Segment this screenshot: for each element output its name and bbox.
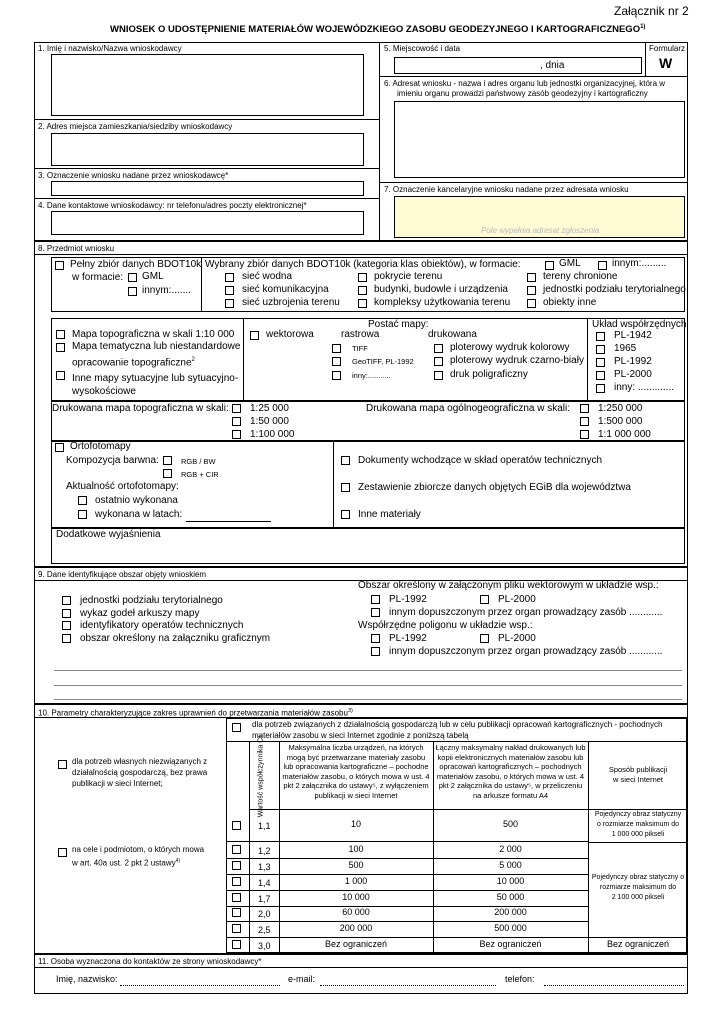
cat-landuse-checkbox[interactable]: [358, 299, 367, 308]
row-cl-2-0: 2,0: [258, 909, 271, 919]
sec6-label-2: imieniu organu prowadzi państwowy zasób geodezyjny i kartograficzny: [397, 89, 648, 98]
formularz-label: Formularz: [649, 44, 686, 53]
art40-label-2: [72, 857, 180, 868]
cat-admin-label: jednostki podziału terytorialnego: [543, 284, 686, 295]
row-cl-1-2-checkbox[interactable]: [232, 845, 241, 854]
scale-500k-label: 1:500 000: [598, 416, 643, 427]
summary-checkbox[interactable]: [341, 483, 350, 492]
scale-1m-label: 1:1 000 000: [598, 429, 651, 440]
contact-name-label: Imię, nazwisko:: [56, 974, 118, 984]
printed-topo-label: Drukowana mapa topograficzna w skali:: [52, 403, 229, 414]
row-cl-2-5-checkbox[interactable]: [232, 924, 241, 933]
cat-buildings-checkbox[interactable]: [358, 286, 367, 295]
p-2000-label: PL-2000: [498, 633, 536, 644]
annex-label: Załącznik nr 2: [614, 4, 689, 18]
col-prints-line-5: pkt 2 załącznika do ustawy⁵, w przeliczeniu: [438, 781, 583, 790]
area-graphic-checkbox[interactable]: [62, 634, 71, 643]
ortho-rgb-label: RGB / BW: [181, 457, 216, 466]
cat-other-checkbox[interactable]: [527, 299, 536, 308]
v-1992-label: PL-1992: [389, 594, 427, 605]
pub-option-2-line-3: 2 100 000 pikseli: [611, 894, 665, 901]
v-other-label: innym dopuszczonym przez organ prowadzący zasób ............: [389, 607, 663, 618]
ortho-latest-label: ostatnio wykonana: [95, 495, 178, 506]
row-devices-3-0: Bez ograniczeń: [324, 939, 388, 949]
cat-landuse-label: kompleksy użytkowania terenu: [374, 297, 511, 308]
row-cl-1-4: 1,4: [258, 878, 271, 888]
cat-admin-checkbox[interactable]: [527, 286, 536, 295]
tiff-checkbox[interactable]: [332, 344, 341, 353]
other-materials-checkbox[interactable]: [341, 510, 350, 519]
cat-water-checkbox[interactable]: [225, 273, 234, 282]
ortho-current-label: Aktualność ortofotomapy:: [66, 481, 179, 492]
chancery-placeholder: Pole wypełnia adresat zgłoszenia: [481, 226, 600, 235]
col-prints-line-4: materiałów zasobu, o których mowa w ust. 4: [436, 771, 585, 781]
sec5-label: 5. Miejscowość i data: [384, 44, 461, 53]
full-set-checkbox[interactable]: [55, 261, 64, 270]
thematic-map-label-1: Mapa tematyczna lub niestandardowe: [72, 341, 241, 352]
own-use-checkbox[interactable]: [58, 760, 67, 769]
row-cl-1-1: 1,1: [258, 821, 271, 831]
row-cl-1-2: 1,2: [258, 846, 271, 856]
other-maps-label-2: wysokościowe: [72, 386, 136, 397]
pub-option-3: Bez ograniczeń: [606, 939, 670, 949]
place-date-field[interactable]: [394, 57, 642, 74]
formularz-code: W: [659, 55, 673, 71]
cat-other-label: obiekty inne: [543, 297, 597, 308]
topo-map-checkbox[interactable]: [56, 330, 65, 339]
pub-option-1-line-2: o rozmiarze maksimum do: [596, 821, 680, 828]
ortho-composition-label: Kompozycja barwna:: [66, 455, 159, 466]
bw-print-label: ploterowy wydruk czarno-biały: [450, 355, 584, 366]
other-maps-checkbox[interactable]: [56, 371, 65, 380]
cat-water-label: sieć wodna: [242, 271, 293, 282]
other-maps-label-1: Inne mapy sytuacyjne lub sytuacyjno-: [72, 373, 239, 384]
pub-option-1: [589, 810, 687, 840]
printed-geo-label: Drukowana mapa ogólnogeograficzna w skali:: [366, 403, 571, 414]
col-pub-line-2: w sieci Internet: [612, 774, 664, 784]
pub-option-1-line-3: 1 000 000 pikseli: [611, 831, 665, 838]
area-operats-label: identyfikatory operatów technicznych: [80, 620, 244, 631]
poly-print-checkbox[interactable]: [434, 371, 443, 380]
uklad-1992-label: PL-1992: [614, 356, 652, 367]
col-devices-line-3: lub opracowania kartograficzne – pochodne: [283, 762, 429, 771]
row-prints-1-4: 10 000: [496, 876, 525, 886]
uklad-1942-checkbox[interactable]: [596, 332, 605, 341]
sel-other-label: innym:.........: [612, 258, 667, 269]
uklad-1942-label: PL-1942: [614, 330, 652, 341]
sel-gml-label: GML: [559, 258, 581, 269]
row-prints-3-0: Bez ograniczeń: [479, 939, 542, 949]
area-line-1[interactable]: [54, 670, 682, 671]
scale-1m-checkbox[interactable]: [580, 430, 589, 439]
p-2000-checkbox[interactable]: [480, 634, 489, 643]
ortho-title: Ortofotomapy: [70, 441, 131, 452]
scale-50k-checkbox[interactable]: [232, 417, 241, 426]
row-cl-1-1-checkbox[interactable]: [232, 821, 241, 830]
thematic-map-label-2-text: opracowanie topograficzne: [72, 357, 192, 369]
contact-field[interactable]: [51, 211, 364, 235]
ortho-latest-checkbox[interactable]: [78, 496, 87, 505]
uklad-1992-checkbox[interactable]: [596, 358, 605, 367]
ortho-years-label: wykonana w latach:: [95, 509, 183, 520]
sec8-label: 8. Przedmiot wniosku: [38, 244, 115, 253]
postac-title: Postać mapy:: [368, 319, 429, 330]
area-graphic-label: obszar określony na załączniku graficznym: [80, 633, 271, 644]
contact-email-input[interactable]: [320, 985, 496, 986]
sec2-label: 2. Adres miejsca zamieszkania/siedziby wnioskodawcy: [38, 122, 233, 131]
row-cl-1-7-checkbox[interactable]: [232, 893, 241, 902]
p-1992-label: PL-1992: [389, 633, 427, 644]
tiff-label: TIFF: [352, 344, 368, 353]
commercial-checkbox[interactable]: [232, 723, 241, 732]
row-devices-1-1: 10: [350, 819, 361, 829]
ortho-cir-checkbox[interactable]: [163, 469, 172, 478]
printed-label: drukowana: [428, 329, 477, 340]
cat-protected-checkbox[interactable]: [527, 273, 536, 282]
addressee-field[interactable]: [394, 101, 685, 178]
own-use-label-1: dla potrzeb własnych niezwiązanych z: [72, 757, 208, 766]
col-cl-header: Wartość współczynnika CL: [257, 733, 265, 818]
uklad-1965-label: 1965: [614, 343, 637, 354]
v-1992-checkbox[interactable]: [371, 595, 380, 604]
ortho-years-checkbox[interactable]: [78, 510, 87, 519]
cat-buildings-label: budynki, budowle i urządzenia: [374, 284, 508, 295]
date-suffix: , dnia: [540, 60, 565, 71]
ortho-years-line[interactable]: [186, 521, 271, 522]
vector-checkbox[interactable]: [250, 331, 259, 340]
geotiff-checkbox[interactable]: [332, 357, 341, 366]
v-other-checkbox[interactable]: [371, 608, 380, 617]
row-prints-1-3: 5 000: [499, 860, 522, 870]
col-devices-line-4: materiałów zasobu, o których mowa w ust. 4: [282, 771, 430, 781]
row-cl-3-0: 3,0: [258, 941, 271, 951]
contact-phone-label: telefon:: [505, 974, 535, 984]
sec6-label-1: 6. Adresat wniosku - nazwa i adres organu lub jednostki organizacyjnej, która w: [384, 79, 666, 88]
contact-phone-input[interactable]: [544, 985, 684, 986]
thematic-map-checkbox[interactable]: [56, 343, 65, 352]
summary-label: Zestawienie zbiorcze danych objętych EGiB dla województwa: [358, 482, 631, 493]
docs-label: Dokumenty wchodzące w skład operatów technicznych: [358, 455, 603, 466]
title-footnote: 1): [640, 24, 646, 30]
thematic-map-label-2: [72, 354, 195, 369]
color-print-checkbox[interactable]: [434, 344, 443, 353]
uklad-2000-checkbox[interactable]: [596, 371, 605, 380]
row-cl-2-0-checkbox[interactable]: [232, 908, 241, 917]
other-materials-label: Inne materiały: [358, 509, 421, 520]
area-sheets-checkbox[interactable]: [62, 609, 71, 618]
p-1992-checkbox[interactable]: [371, 634, 380, 643]
uklad-other-label: inny: .............: [614, 382, 675, 393]
sec4-label: 4. Dane kontaktowe wnioskodawcy: nr telefonu/adres poczty elektronicznej*: [38, 201, 307, 210]
scale-50k-label: 1:50 000: [250, 416, 289, 427]
row-devices-1-4: 1 000: [344, 876, 368, 886]
col-prints-line-1: Łączny maksymalny nakład drukowanych lub: [435, 743, 586, 752]
cat-landcover-label: pokrycie terenu: [374, 271, 443, 282]
full-other-checkbox[interactable]: [128, 287, 137, 296]
col-devices-header: [280, 743, 432, 800]
own-use-label-2: działalnością gospodarczą, bez prawa: [72, 768, 208, 777]
topo-map-label: Mapa topograficzna w skali 1:10 000: [72, 329, 235, 340]
cat-landcover-checkbox[interactable]: [358, 273, 367, 282]
own-use-label-3: publikacji w sieci Internet;: [72, 779, 163, 788]
col-devices-line-5: pkt 2 załącznika do ustawy⁵, z wyłączeniem: [283, 781, 429, 790]
scale-500k-checkbox[interactable]: [580, 417, 589, 426]
poly-print-label: druk poligraficzny: [450, 369, 528, 380]
sec3-label: 3. Oznaczenie wniosku nadane przez wnioskodawcę*: [38, 171, 229, 180]
cat-transport-label: sieć komunikacyjna: [242, 284, 329, 295]
row-prints-1-1: 500: [502, 819, 519, 829]
area-admin-checkbox[interactable]: [62, 596, 71, 605]
row-cl-1-3-checkbox[interactable]: [232, 861, 241, 870]
row-cl-1-7: 1,7: [258, 894, 271, 904]
v-2000-label: PL-2000: [498, 594, 536, 605]
row-prints-1-2: 2 000: [499, 844, 522, 854]
ortho-checkbox[interactable]: [55, 443, 64, 452]
sec1-label: 1. Imię i nazwisko/Nazwa wnioskodawcy: [38, 44, 182, 53]
area-line-3[interactable]: [54, 699, 682, 700]
art40-label-2-text: w art. 40a ust. 2 pkt 2 ustawy: [72, 858, 176, 868]
docs-checkbox[interactable]: [341, 456, 350, 465]
commercial-label-1: dla potrzeb związanych z działalnością gospodarczą lub w celu publikacji opracowań kartograficznych - pochodnych: [252, 720, 663, 729]
row-prints-2-0: 200 000: [494, 907, 527, 917]
area-line-2[interactable]: [54, 685, 682, 686]
cat-utilities-label: sieć uzbrojenia terenu: [242, 297, 340, 308]
sec10-label-text: 10. Parametry charakteryzujące zakres uprawnień do przetwarzania materiałów zasobu: [38, 708, 348, 718]
raster-other-label: inny:...........: [352, 371, 391, 380]
full-gml-checkbox[interactable]: [128, 273, 137, 282]
row-prints-1-7: 50 000: [496, 892, 525, 902]
ortho-cir-label: RGB + CIR: [181, 470, 219, 479]
p-other-label: innym dopuszczonym przez organ prowadzący zasób ............: [389, 646, 663, 657]
sec7-label: 7. Oznaczenie kancelaryjne wniosku nadane przez adresata wniosku: [384, 185, 629, 194]
applicant-address-field[interactable]: [51, 133, 364, 166]
row-cl-1-4-checkbox[interactable]: [232, 877, 241, 886]
area-sheets-label: wykaz godeł arkuszy mapy: [80, 608, 200, 619]
cat-utilities-checkbox[interactable]: [225, 299, 234, 308]
sec11-label: 11. Osoba wyznaczona do kontaktów ze strony wnioskodawcy*: [38, 957, 262, 966]
full-other-label: innym:.......: [142, 285, 191, 296]
form-title-text: WNIOSEK O UDOSTĘPNIENIE MATERIAŁÓW WOJEWÓDZKIEGO ZASOBU GEODEZYJNEGO I KARTOGRAFICZNEGO: [110, 24, 641, 36]
sec9-label: 9. Dane identyfikujące obszar objęty wnioskiem: [38, 570, 207, 579]
uklad-title: Układ współrzędnych: [592, 319, 687, 330]
vector-area-label: Obszar określony w załączonym pliku wektorowym w układzie wsp.:: [358, 580, 659, 591]
row-cl-1-3: 1,3: [258, 862, 271, 872]
extra-info-label: Dodatkowe wyjaśnienia: [56, 529, 161, 540]
full-gml-label: GML: [142, 271, 164, 282]
row-devices-1-7: 10 000: [342, 892, 370, 902]
applicant-ref-field[interactable]: [51, 181, 364, 196]
selected-set-label: Wybrany zbiór danych BDOT10k (kategoria klas obiektów), w formacie:: [205, 259, 521, 270]
full-set-format-label: w formacie:: [72, 272, 124, 283]
col-prints-line-3: opracowań kartograficznych – pochodnych: [439, 762, 582, 771]
p-other-checkbox[interactable]: [371, 647, 380, 656]
ortho-rgb-checkbox[interactable]: [163, 456, 172, 465]
art40-checkbox[interactable]: [58, 848, 67, 857]
row-devices-1-2: 100: [348, 844, 364, 854]
row-devices-1-3: 500: [348, 860, 364, 870]
row-cl-3-0-checkbox[interactable]: [232, 940, 241, 949]
row-devices-2-5: 200 000: [339, 923, 373, 933]
scale-25k-label: 1:25 000: [250, 403, 289, 414]
v-2000-checkbox[interactable]: [480, 595, 489, 604]
scale-100k-checkbox[interactable]: [232, 430, 241, 439]
full-set-label: Pełny zbiór danych BDOT10k: [70, 259, 202, 270]
uklad-2000-label: PL-2000: [614, 369, 652, 380]
geotiff-label: GeoTIFF, PL-1992: [352, 357, 414, 366]
col-prints-line-6: na arkusze formatu A4: [472, 790, 549, 800]
contact-name-input[interactable]: [120, 985, 280, 986]
pub-option-2: [589, 873, 687, 903]
uklad-other-checkbox[interactable]: [596, 384, 605, 393]
row-devices-2-0: 60 000: [342, 907, 370, 917]
art40-label-1: na cele i podmiotom, o których mowa: [72, 845, 205, 854]
commercial-label-2: materiałów zasobu w sieci Internet zgodnie z poniższą tabelą: [252, 731, 469, 740]
contact-email-label: e-mail:: [288, 974, 316, 984]
polygon-label: Współrzędne poligonu w układzie wsp.:: [358, 620, 533, 631]
cat-protected-label: tereny chronione: [543, 271, 618, 282]
row-prints-2-5: 500 000: [494, 923, 527, 933]
pub-option-2-line-1: Pojedynczy obraz statyczny o: [591, 874, 685, 881]
uklad-1965-checkbox[interactable]: [596, 345, 605, 354]
sel-gml-checkbox[interactable]: [545, 261, 554, 270]
applicant-name-field[interactable]: [51, 54, 364, 116]
scale-250k-label: 1:250 000: [598, 403, 643, 414]
col-devices-line-2: mogą być przetwarzane materiały zasobu: [286, 752, 426, 762]
col-devices-line-1: Maksymalna liczba urządzeń, na których: [288, 743, 424, 752]
art40-sup: 4): [175, 858, 181, 864]
thematic-sup: 2: [191, 357, 195, 363]
area-admin-label: jednostki podziału terytorialnego: [80, 595, 223, 606]
bw-print-checkbox[interactable]: [434, 357, 443, 366]
col-prints-line-2: kopii elektronicznych materiałów zasobu lub: [437, 752, 584, 762]
scale-100k-label: 1:100 000: [250, 429, 295, 440]
cat-transport-checkbox[interactable]: [225, 286, 234, 295]
sel-other-checkbox[interactable]: [598, 261, 607, 270]
pub-option-2-line-2: rozmiarze maksimum do: [599, 884, 677, 891]
raster-label: rastrowa: [341, 329, 380, 340]
pub-option-1-line-1: Pojedynczy obraz statyczny: [594, 811, 682, 818]
form-title: [110, 24, 645, 35]
row-cl-2-5: 2,5: [258, 925, 271, 935]
raster-other-checkbox[interactable]: [332, 371, 341, 380]
color-print-label: ploterowy wydruk kolorowy: [450, 342, 570, 353]
sec10-sup: 3): [347, 708, 353, 714]
col-prints-header: [434, 743, 587, 800]
scale-250k-checkbox[interactable]: [580, 404, 589, 413]
col-pub-line-1: Sposób publikacji: [608, 765, 668, 774]
vector-label: wektorowa: [266, 329, 314, 340]
col-pub-header: [589, 765, 687, 784]
scale-25k-checkbox[interactable]: [232, 404, 241, 413]
area-operats-checkbox[interactable]: [62, 621, 71, 630]
col-devices-line-6: publikacji w sieci Internet: [314, 790, 398, 800]
